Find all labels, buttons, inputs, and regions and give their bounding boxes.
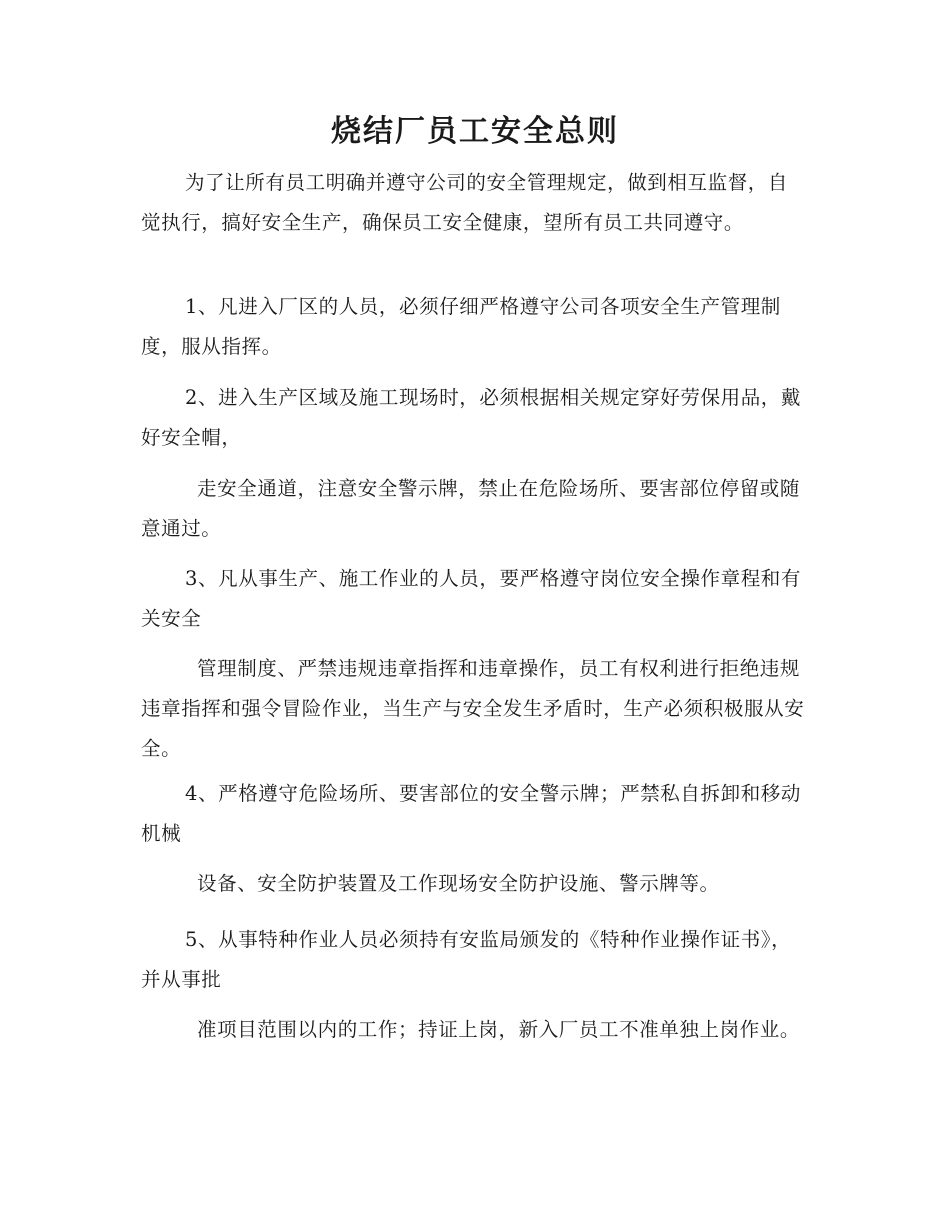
- rule-2-continuation-paragraph: 走安全通道，注意安全警示牌，禁止在危险场所、要害部位停留或随意通过。: [141, 477, 801, 540]
- rule-5-continuation-paragraph: 准项目范围以内的工作；持证上岗，新入厂员工不准单独上岗作业。: [197, 1018, 801, 1041]
- rule-1-paragraph: 1、凡进入厂区的人员，必须仔细严格遵守公司各项安全生产管理制度，服从指挥。: [141, 295, 781, 358]
- rule-4-paragraph: 4、严格遵守危险场所、要害部位的安全警示牌；严禁私自拆卸和移动机械: [141, 782, 802, 845]
- intro-paragraph: 为了让所有员工明确并遵守公司的安全管理规定，做到相互监督，自觉执行，搞好安全生产，确保员工安全健康，望所有员工共同遵守。: [141, 171, 789, 234]
- rule-3-continuation-paragraph: 管理制度、严禁违规违章指挥和违章操作，员工有权利进行拒绝违规违章指挥和强令冒险作业，当生产与安全发生矛盾时，生产必须积极服从安全。: [141, 657, 805, 760]
- rule-3-paragraph: 3、凡从事生产、施工作业的人员，要严格遵守岗位安全操作章程和有关安全: [141, 567, 802, 630]
- rule-4-continuation-paragraph: 设备、安全防护装置及工作现场安全防护设施、警示牌等。: [197, 872, 720, 895]
- rule-2-paragraph: 2、进入生产区域及施工现场时，必须根据相关规定穿好劳保用品，戴好安全帽，: [141, 386, 802, 449]
- document-title: 烧结厂员工安全总则: [331, 114, 619, 149]
- rule-5-paragraph: 5、从事特种作业人员必须持有安监局颁发的《特种作业操作证书》，并从事批: [141, 928, 792, 991]
